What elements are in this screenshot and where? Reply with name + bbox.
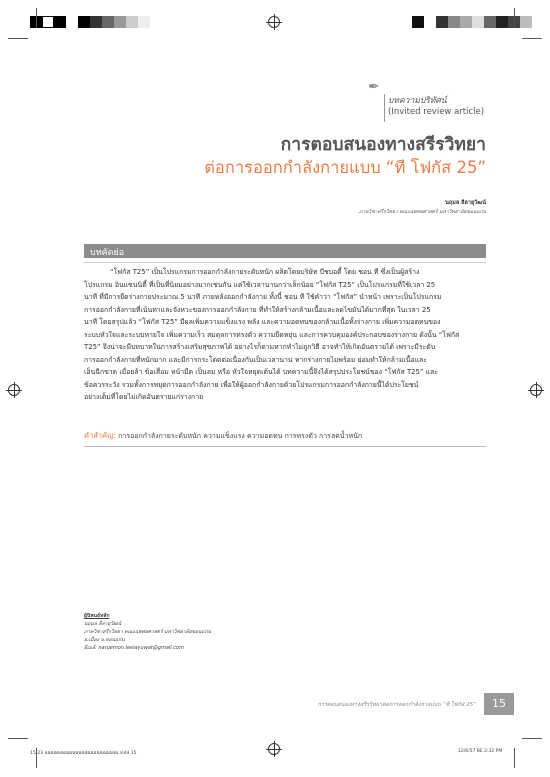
abstract-line: อย่างเต็มที่โดยไม่เกิดอันตรายแก่ร่างกาย [84,393,204,401]
corresponding-author [84,612,211,652]
tag-divider [384,94,385,122]
abstract-line: “โฟกัส T25” เป็นโปรแกรมการออกกำลังกายระดับหนัก ผลิตโดยบริษัท บีชบอดี้ โดย ชอน ที ซึ่งเป็นผู้สร้าง [110,268,420,276]
author-affiliation: ภาควิชาสรีรวิทยา คณะแพทยศาสตร์ มหาวิทยาลัยขอนแก่น [358,209,486,215]
abstract-line: นาที โดยสรุปแล้ว “โฟกัส T25” มีผลเพิ่มความแข็งแรง พลัง และความอดทนของกล้ามเนื้อทั้งร่างกาย เพิ่มความอดทนของ [84,318,441,326]
keywords [84,430,362,442]
abstract-line: โปรแกรม อินแซนนิตี้ ที่เป็นที่นิยมอย่างมากเช่นกัน แต่ใช้เวลานานกว่าเล็กน้อย “โฟกัส T25” เป็นโปรแกรมที่ใช้เวลา 25 [84,280,436,289]
contact-heading: ผู้นิพนธ์หลัก [84,613,110,619]
crop-mark [8,38,28,39]
abstract-line: ระบบหัวใจและระบบหายใจ เพิ่มความเร็ว สมดุลการทรงตัว ความยืดหยุ่น และการควบคุมองค์ประกอบของร่างกาย ดังนั้น “โฟกัส [84,330,460,339]
abstract-heading: บทคัดย่อ [90,248,125,258]
registration-mark-bottom [268,743,280,755]
crop-mark [522,38,542,39]
crop-mark [522,738,542,739]
abstract-body [84,266,486,404]
keywords-text: การออกกำลังกายระดับหนัก ความแข็งแรง ความอดทน การทรงตัว การลดน้ำหนัก [115,432,363,440]
article-type-english: (Invited review article) [388,107,485,117]
abstract-line: เอ็นฉีกขาด เมื่อยล้า ข้อเสื่อม หน้ามืด เป็นลม หรือ หัวใจหยุดเต้นได้ บทความนี้จึงได้สรุปประโยชน์ของ “โฟกัส T25” และ [84,368,439,376]
registration-mark-left [8,384,20,396]
abstract-line: ข้อควรระวัง รวมทั้งการหยุดการออกกำลังกาย เพื่อให้ผู้ออกกำลังกายด้วยโปรแกรมการออกกำลังกายนี้ได้ประโยชน์ [84,380,419,389]
page-number: 15 [484,693,514,715]
keywords-label: คำสำคัญ: [84,431,116,440]
running-title: การตอบสนองทางสรีรวิทยาต่อการออกกำลังกายแบบ “ที โฟกัส 25” [317,702,476,708]
crop-mark [514,748,515,768]
abstract-line: T25” จึงน่าจะมีบทบาทในการสร้างเสริมสุขภาพได้ อย่างไรก็ตามหากทำไม่ถูกวิธี อาจทำให้เกิดอันตรายได้ เพราะมีระดับ [84,343,436,351]
registration-mark-top [268,16,280,28]
abstract-heading-band [84,244,486,258]
keywords-rule [84,446,486,447]
article-type-thai: บทความปริทัศน์ [388,96,447,106]
contact-address: อ.เมือง จ.ขอนแก่น [84,637,125,643]
quill-pen-icon: ✒ [368,79,380,95]
slug-file: 15-23 ฉฉฉฉฉฉฉฉฉฉฉฉฉฉฉฉฉฉฉฉฉฉฉฉ.indd 15 [30,751,137,756]
contact-name: นฤมล ลีลายุวัฒน์ [84,621,122,627]
abstract-line: การออกกำลังกายที่เน้นท่าและจังหวะของการออกกำลังกาย ที่ทำให้สร้างกล้ามเนื้อและลดไขมันได้มากที่สุด ในเวลา 25 [84,305,431,314]
abstract-line: นาที ที่มีการยืดร่างกายประมาณ 5 นาที ภายหลังออกกำลังกาย ทั้งนี้ ชอน ที ใช้คำว่า “โฟกัส” นำหน้า เพราะเป็นโปรแกรม [84,293,442,301]
abstract-rule [84,262,486,263]
crop-mark [514,8,515,28]
contact-email: อีเมล์: naruemon.leelayuwat@gmail.com [84,645,184,651]
contact-affiliation: ภาควิชาสรีรวิทยา คณะแพทยศาสตร์ มหาวิทยาลัยขอนแก่น [84,629,212,635]
crop-mark [36,8,37,28]
title-line-2: ต่อการออกกำลังกายแบบ “ที โฟกัส 25” [204,158,486,177]
author-name: นฤมล ลีลายุวัฒน์ [445,200,486,206]
color-bar-left [30,16,150,28]
title-line-1: การตอบสนองทางสรีรวิทยา [280,135,486,155]
registration-mark-right [530,384,542,396]
slug-timestamp: 12/6/57 BE 2:32 PM [458,749,503,754]
article-type [388,96,484,118]
abstract-line: การออกกำลังกายที่หนักมาก และมีการกระโดดต่อเนื่องกันเป็นเวลานาน หากร่างกายไม่พร้อม ย่อมทำให้กล้ามเนื้อและ [84,355,427,364]
crop-mark [8,738,28,739]
